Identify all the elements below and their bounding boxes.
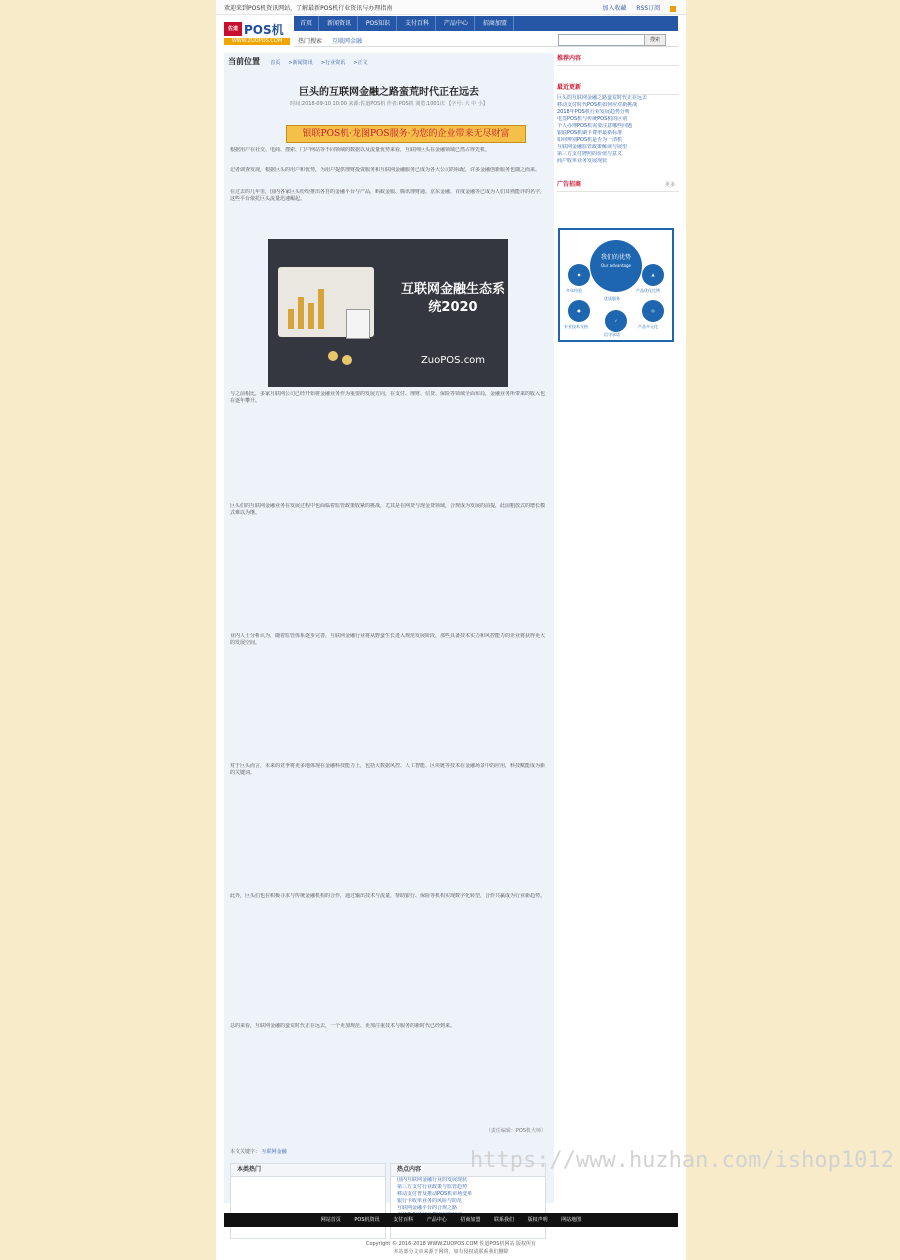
- copyright-line: Copyright © 2016-2018 WWW.ZUOPOS.COM 佐道POS机网站 版权所有: [365, 1241, 537, 1247]
- image-bar: [318, 289, 324, 329]
- site-logo[interactable]: [224, 20, 290, 46]
- advantage-label: 产品多元化: [638, 324, 658, 329]
- calculator-icon: [346, 309, 370, 339]
- article-tags: [230, 1148, 287, 1155]
- hot-title: 热点内容: [391, 1164, 545, 1177]
- latest-item[interactable]: 移动支付时代POS机如何应对新挑战: [557, 102, 638, 108]
- breadcrumb-news[interactable]: >新闻资讯: [288, 60, 313, 66]
- article-paragraph: 总的来看，互联网金融的蛮荒时代正在远去，一个更加规范、更加注重技术与服务的新时代已经到来。: [230, 1023, 456, 1029]
- advantage-label: 多年经验: [566, 288, 582, 293]
- page-container: [216, 0, 686, 1260]
- image-bar: [288, 309, 294, 329]
- footer-link[interactable]: 网站地图: [561, 1217, 582, 1223]
- main-nav: [294, 16, 678, 31]
- hot-item[interactable]: 互联网金融平台的合规之路: [397, 1205, 458, 1211]
- hot-item[interactable]: 国内互联网金融行业的发展现状: [397, 1177, 468, 1183]
- tags-label: 本文关键字：: [230, 1149, 261, 1155]
- article-paragraph: 在过去的几年里，国内各家巨头纷纷推出各自的金融平台与产品，蚂蚁金服、腾讯理财通、京东金融、百度金融等已成为人们耳熟能详的名字，这些平台依托巨头流量迅速崛起。: [230, 189, 546, 202]
- hot-item[interactable]: 移动支付普及推动POS机市场变革: [397, 1191, 473, 1197]
- coin-icon: [342, 355, 352, 365]
- related-box: [230, 1163, 386, 1239]
- footer-link[interactable]: 招商加盟: [460, 1217, 481, 1223]
- image-site: ZuoPOS.com: [420, 355, 486, 366]
- nav-item-news[interactable]: 新闻资讯: [321, 16, 358, 31]
- rss-icon[interactable]: [670, 6, 676, 12]
- latest-item[interactable]: 银联POS机刷卡费率最新标准: [557, 130, 623, 136]
- latest-item[interactable]: 如何辨别POS机是否为一清机: [557, 137, 623, 143]
- nav-item-franchise[interactable]: 招商加盟: [477, 16, 514, 31]
- footer-link[interactable]: 联系我们: [493, 1217, 514, 1223]
- article-paragraph: 根据用户在社交、电商、搜索、门户网站等不同领域的数据以及流量优势来看，互联网巨头在金融领域已然占得先机。: [230, 147, 491, 153]
- article-title: 巨头的互联网金融之路蛮荒时代正在远去: [299, 87, 479, 98]
- top-links: [594, 3, 676, 12]
- article-editor: （责任编辑：POS机大师）: [485, 1128, 546, 1134]
- footer-nav: [224, 1213, 678, 1227]
- hot-search-label: 热门搜索: [298, 38, 323, 45]
- article-paragraph: 巨头们的互联网金融业务在发展过程中也面临着监管政策收紧的挑战，尤其是在网贷与现金贷领域，合规成为发展的前提，此前粗放式的增长模式难以为继。: [230, 503, 546, 516]
- top-bar: [216, 0, 686, 15]
- search-input[interactable]: [558, 34, 646, 46]
- logo-mark: 佐道: [224, 22, 242, 36]
- article-image: [268, 239, 508, 387]
- footer-link[interactable]: 网站首页: [320, 1217, 341, 1223]
- breadcrumb: [228, 56, 374, 67]
- image-bar: [298, 297, 304, 329]
- hot-search-link[interactable]: 互联网金融: [331, 38, 362, 45]
- latest-spacer: [557, 165, 679, 179]
- sidebar: [557, 53, 679, 192]
- ad-title-text: 广告招商: [557, 181, 582, 188]
- sub-nav: [294, 33, 678, 47]
- advantage-label: 优质服务: [604, 296, 620, 301]
- footer-link[interactable]: 版权声明: [527, 1217, 548, 1223]
- hot-item[interactable]: 第三方支付行业政策与监管趋势: [397, 1184, 468, 1190]
- advantage-label: 信守承诺: [604, 332, 620, 337]
- logo-url: WWW.ZUOPOS.COM: [224, 38, 290, 45]
- latest-item[interactable]: 2018年POS机行业发展趋势分析: [557, 109, 630, 115]
- watermark-text: https://www.huzhan.com/ishop1012: [470, 1148, 894, 1173]
- article-area: [224, 53, 554, 1211]
- latest-item[interactable]: 第三方支付牌照的价值与意义: [557, 151, 623, 157]
- latest-item[interactable]: 互联网金融监管政策解读与展望: [557, 144, 628, 150]
- promise-icon: ✓: [605, 310, 627, 332]
- ad-title: [557, 179, 679, 192]
- recommend-spacer: [557, 66, 679, 82]
- ad-more-link[interactable]: 更多: [664, 182, 675, 188]
- article-meta: 时间:2018-09-10 10:00 来源:佐道POS机 作者:POS机 浏览:1001次 【字号: 大 中 小】: [290, 101, 488, 107]
- latest-item[interactable]: 商户收单业务发展现状: [557, 158, 608, 164]
- image-headline: 互联网金融生态系统2020: [400, 282, 505, 315]
- search-button[interactable]: 搜索: [644, 34, 666, 46]
- article-paragraph: 对于巨头而言，未来的竞争将更多地体现在金融科技能力上，包括大数据风控、人工智能、区块链等技术在金融场景中的应用，科技赋能成为新的关键词。: [230, 763, 546, 776]
- advantage-ad[interactable]: [558, 228, 674, 342]
- breadcrumb-label: 当前位置: [228, 57, 260, 66]
- advantage-center: [590, 240, 642, 292]
- copyright: [216, 1240, 686, 1256]
- advantage-label: 产品优化比例: [636, 288, 660, 293]
- hot-box: [390, 1163, 546, 1239]
- logo-name: POS机: [244, 23, 284, 37]
- globe-icon: ◎: [642, 300, 664, 322]
- tag-link[interactable]: 互联网金融: [261, 1149, 287, 1155]
- breadcrumb-current: >正文: [353, 60, 368, 66]
- hot-item[interactable]: 银行卡收单业务的风险与防范: [397, 1198, 463, 1204]
- experience-icon: ◆: [568, 264, 590, 286]
- latest-item[interactable]: 巨头的互联网金融之路蛮荒时代正在远去: [557, 95, 648, 101]
- article-paragraph: 业内人士分析认为，随着监管体系逐步完善，互联网金融行业将从野蛮生长进入规范发展阶段，那些具备技术实力和风控能力的企业将获得更大的发展空间。: [230, 633, 546, 646]
- article-paragraph: 与之前相比，多家互联网公司已经开始将金融业务作为重要的发展方向，在支付、理财、信贷、保险等领域全面布局，金融业务所带来的收入也在逐年攀升。: [230, 391, 546, 404]
- advantage-label: 专业技术支持: [564, 324, 588, 329]
- article-paragraph: 记者调查发现，根据巨头的用户和优势，为用户提供理财投资服务和互联网金融服务已成为各大公司的标配，许多金融创新服务也随之而来。: [230, 167, 541, 173]
- image-bar: [308, 303, 314, 329]
- ad-banner[interactable]: 银联POS机·龙图POS服务·为您的企业带来无尽财富: [286, 125, 526, 143]
- nav-item-pos-knowledge[interactable]: POS知识: [360, 16, 397, 31]
- article-paragraph: 此外，巨头们也在积极寻求与传统金融机构的合作，通过输出技术与流量，帮助银行、保险等机构实现数字化转型，合作共赢成为行业新趋势。: [230, 893, 546, 899]
- rss-link[interactable]: RSS订阅: [636, 5, 661, 12]
- latest-item[interactable]: 个人办理POS机需要注意哪些问题: [557, 123, 633, 129]
- nav-item-products[interactable]: 产品中心: [438, 16, 475, 31]
- tech-icon: ●: [568, 300, 590, 322]
- footer-link[interactable]: 支付百科: [393, 1217, 414, 1223]
- breadcrumb-industry[interactable]: >行业资讯: [320, 60, 346, 66]
- nav-item-payment-wiki[interactable]: 支付百科: [399, 16, 436, 31]
- advantage-subtitle: Our advantage: [601, 263, 631, 268]
- recommend-title: 推荐内容: [557, 53, 679, 66]
- footer-link[interactable]: POS机资讯: [354, 1217, 380, 1223]
- hot-search: [298, 36, 362, 45]
- add-favorite-link[interactable]: 加入收藏: [602, 5, 627, 12]
- breadcrumb-home[interactable]: 首页: [270, 60, 281, 66]
- related-title: 本类热门: [231, 1164, 385, 1177]
- coin-icon: [328, 351, 338, 361]
- latest-title: 最近更新: [557, 82, 679, 95]
- contact-line: 本站部分文章来源于网络，如有侵权请联系我们删除: [393, 1249, 509, 1255]
- advantage-title: 我们的优势: [600, 254, 631, 261]
- footer-link[interactable]: 产品中心: [426, 1217, 447, 1223]
- nav-item-home[interactable]: 首页: [294, 16, 319, 31]
- latest-item[interactable]: 电签POS机与传统POS机的区别: [557, 116, 628, 122]
- top-notice: 欢迎来到POS机资讯网站，了解最新POS机行业资讯与办理指南: [224, 5, 393, 12]
- chart-icon: ▲: [642, 264, 664, 286]
